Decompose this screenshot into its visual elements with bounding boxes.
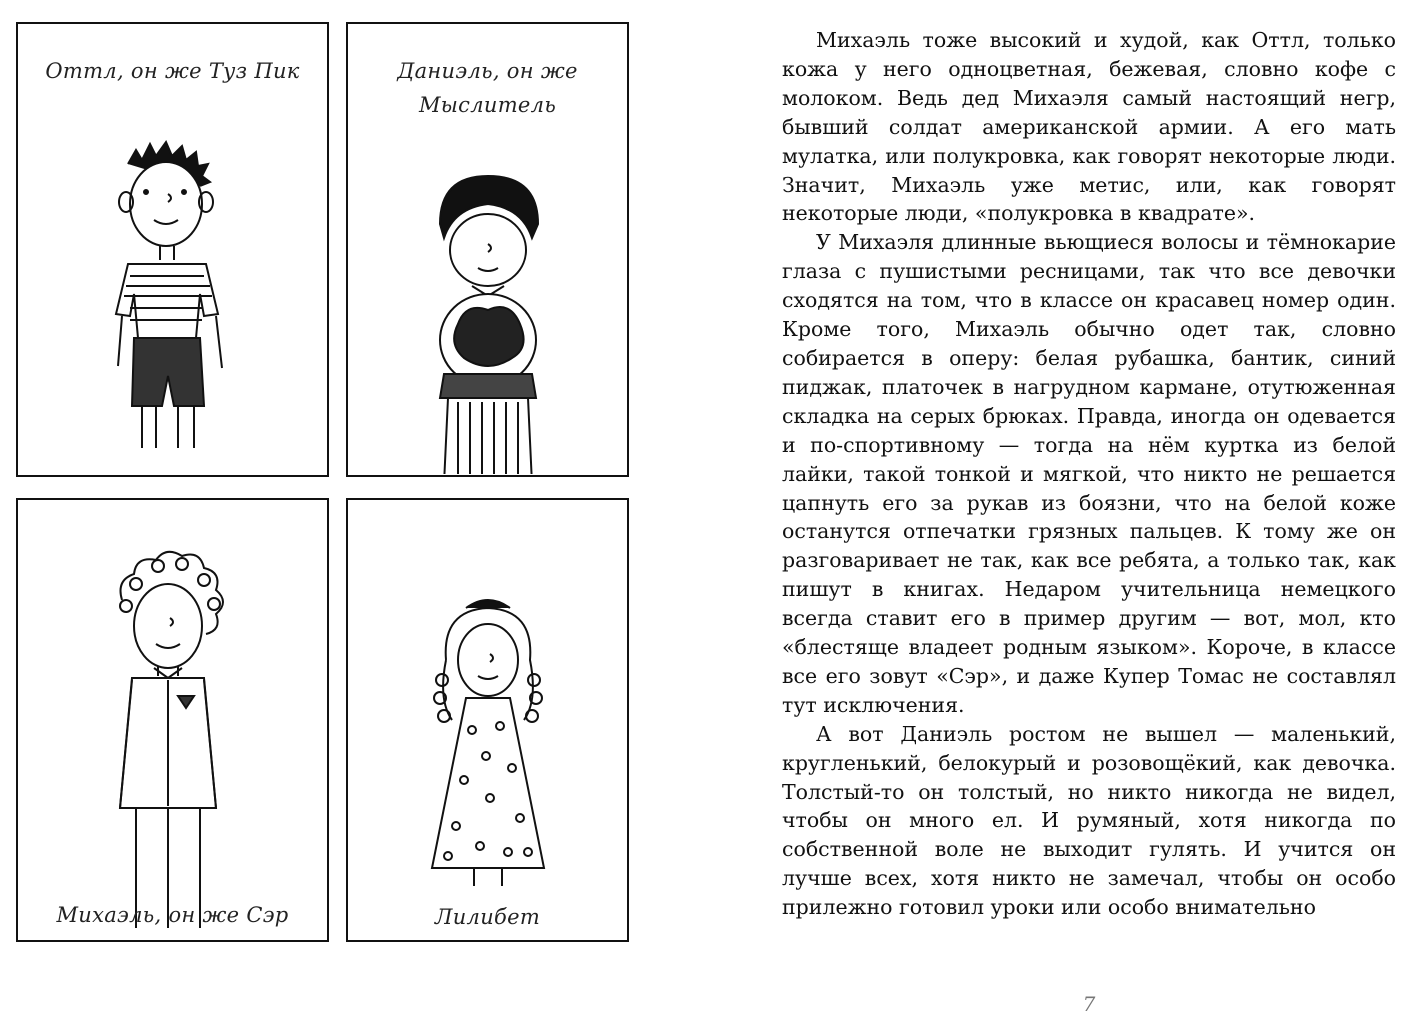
- illustration-panel-daniel: [346, 22, 629, 477]
- illustration-panel-ottl: [16, 22, 329, 477]
- caption-daniel-line1: Даниэль, он же: [397, 59, 578, 83]
- michael-drawing: [18, 500, 326, 940]
- caption-lilibet: Лилибет: [434, 905, 541, 929]
- paragraph-3: А вот Даниэль ростом не вышел — маленький, кругленький, белокурый и розовощёкий, как девочка. Толстый-то он толстый, но никто никогда не видел, чтобы он много ел. И румяный, хотя никогда по собственной воле не выходит гулять. И учится он лучше всех, хотя никто не замечал, чтобы он особо прилежно готовил уроки или особо внимательно: [782, 721, 1396, 920]
- caption-michael: Михаэль, он же Сэр: [56, 903, 289, 927]
- caption-ottl: Оттл, он же Туз Пик: [45, 59, 300, 83]
- illustration-panel-michael: [16, 498, 329, 942]
- ottl-drawing: [18, 24, 326, 474]
- paragraph-2: У Михаэля длинные вьющиеся волосы и тёмнокарие глаза с пушистыми ресницами, так что все девочки сходятся на том, что в классе он красавец номер один. Кроме того, Михаэль обычно одет так, словно собирается в оперу: белая рубашка, бантик, синий пиджак, платочек в нагрудном кармане, отутюженная складка на серых брюках. Правда, иногда он одевается и по-спортивному — тогда на нём куртка из белой лайки, такой тонкой и мягкой, что никто не решается цапнуть его за рукав из боязни, что на белой коже останутся отпечатки грязных пальцев. К тому же он разговаривает не так, как все ребята, а только так, как пишут в книгах. Недаром учительница немецкого всегда ставит его в пример другим — вот, мол, кто «блестяще владеет родным языком». Короче, в классе все его зовут «Сэр», и даже Купер Томас не составлял тут исключения.: [782, 230, 1396, 717]
- illustration-panel-lilibet: [346, 498, 629, 942]
- lilibet-drawing: [348, 500, 626, 940]
- body-text: [782, 26, 1396, 922]
- paragraph-1: Михаэль тоже высокий и худой, как Оттл, только кожа у него одноцветная, бежевая, словно кофе с молоком. Ведь дед Михаэля самый настоящий негр, бывший солдат американской армии. А его мать мулатка, или полукровка, как говорят некоторые люди. Значит, Михаэль уже метис, или, как говорят некоторые люди, «полукровка в квадрате».: [782, 28, 1396, 226]
- page-number: 7: [1082, 992, 1096, 1016]
- daniel-drawing: [348, 24, 626, 474]
- caption-daniel-line2: Мыслитель: [418, 93, 557, 117]
